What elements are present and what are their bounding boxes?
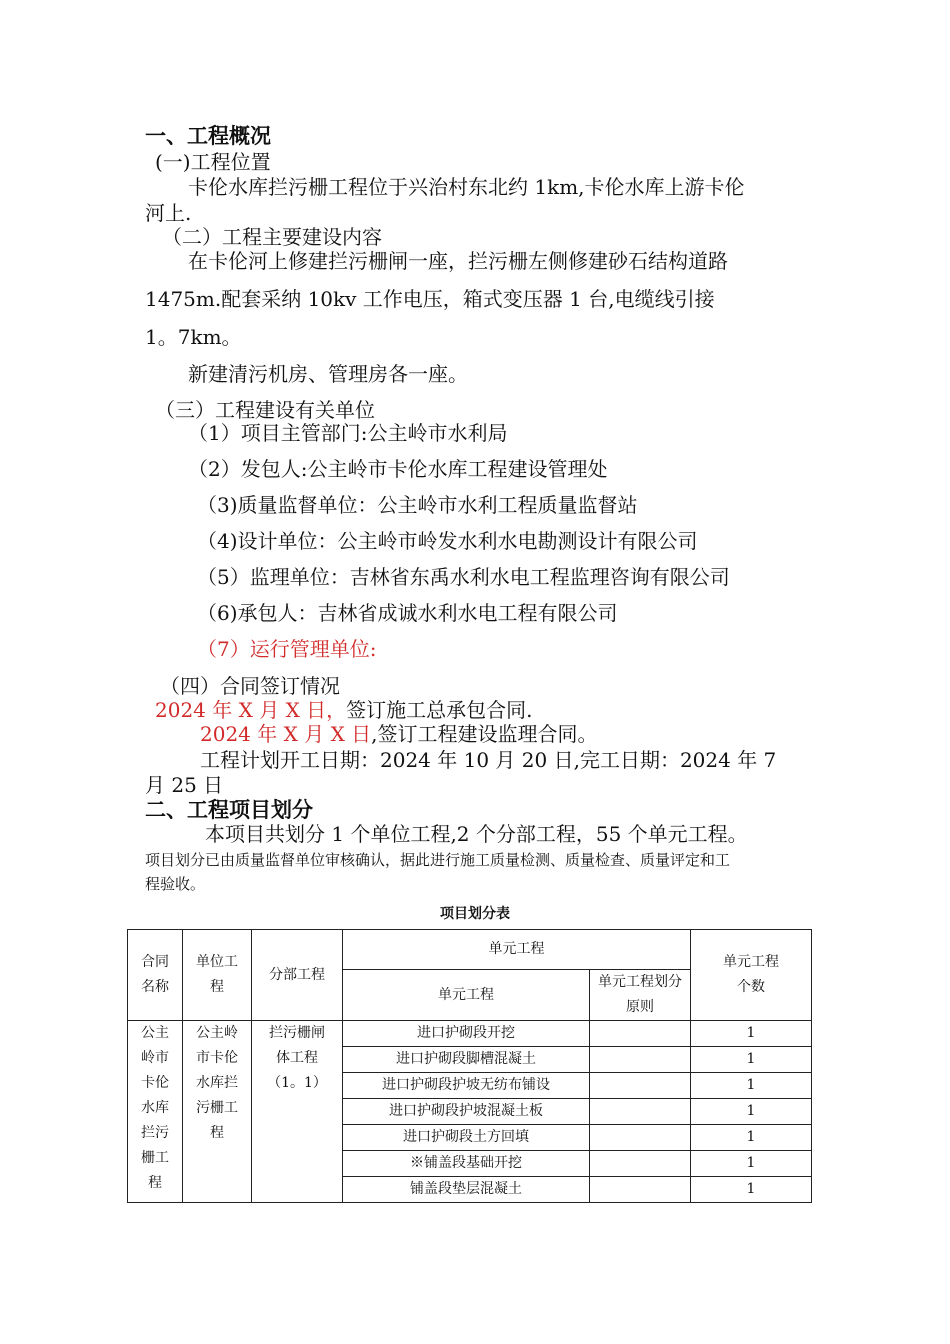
- header-element-count: 单元工程个数: [691, 930, 812, 1021]
- contract-1-text: 签订施工总承包合同.: [346, 698, 533, 722]
- cell-principle: [590, 1125, 691, 1151]
- cell-contract-name: 公主岭市卡伦水库拦污栅工程: [128, 1021, 183, 1203]
- contract-2-text: ,签订工程建设监理合同。: [371, 722, 598, 746]
- cell-count: 1: [691, 1073, 812, 1099]
- paragraph-new-buildings: 新建清污机房、管理房各一座。: [188, 362, 468, 386]
- schedule-line-1: 工程计划开工日期：2024 年 10 月 20 日,完工日期：2024 年 7: [200, 748, 777, 772]
- cell-element-name: 进口护砌段脚槽混凝土: [343, 1047, 590, 1073]
- unit-item-6: （6)承包人：吉林省成诚水利水电工程有限公司: [197, 601, 618, 625]
- cell-element-name: 铺盖段垫层混凝土: [343, 1177, 590, 1203]
- paragraph-location-line-1: 卡伦水库拦污栅工程位于兴治村东北约 1km,卡伦水库上游卡伦: [188, 175, 745, 199]
- cell-count: 1: [691, 1099, 812, 1125]
- heading-contracts: （四）合同签订情况: [160, 674, 340, 698]
- cell-element-name: 进口护砌段护坡混凝土板: [343, 1099, 590, 1125]
- cell-element-name: 进口护砌段土方回填: [343, 1125, 590, 1151]
- header-element-group: 单元工程: [343, 930, 691, 970]
- unit-item-2: （2）发包人:公主岭市卡伦水库工程建设管理处: [188, 457, 608, 481]
- header-division: 分部工程: [252, 930, 343, 1021]
- contract-1-date: 2024 年 X 月 X 日，: [155, 698, 347, 722]
- header-principle: 单元工程划分原则: [590, 970, 691, 1021]
- contract-2-date: 2024 年 X 月 X 日: [200, 722, 372, 746]
- paragraph-content-line-2: 1475m.配套采纳 10kv 工作电压，箱式变压器 1 台,电缆线引接: [145, 287, 715, 311]
- cell-count: 1: [691, 1151, 812, 1177]
- cell-principle: [590, 1151, 691, 1177]
- table-caption: 项目划分表: [440, 906, 510, 922]
- paragraph-division-note-line-2: 程验收。: [145, 875, 206, 893]
- heading-related-units: （三）工程建设有关单位: [155, 398, 375, 422]
- schedule-line-2: 月 25 日: [145, 773, 224, 797]
- cell-principle: [590, 1021, 691, 1047]
- cell-principle: [590, 1047, 691, 1073]
- header-element: 单元工程: [343, 970, 590, 1021]
- paragraph-content-line-3: 1。7km。: [145, 325, 242, 349]
- cell-element-name: 进口护砌段护坡无纺布铺设: [343, 1073, 590, 1099]
- unit-item-3: （3)质量监督单位：公主岭市水利工程质量监督站: [197, 493, 638, 517]
- paragraph-division-note-line-1: 项目划分已由质量监督单位审核确认，据此进行施工质量检测、质量检查、质量评定和工: [145, 851, 731, 869]
- cell-count: 1: [691, 1021, 812, 1047]
- table-row: [128, 1021, 812, 1047]
- unit-item-5: （5）监理单位：吉林省东禹水利水电工程监理咨询有限公司: [197, 565, 730, 589]
- cell-element-name: 进口护砌段开挖: [343, 1021, 590, 1047]
- paragraph-division-summary: 本项目共划分 1 个单位工程,2 个分部工程，55 个单元工程。: [205, 822, 748, 846]
- heading-main-content: （二）工程主要建设内容: [162, 225, 382, 249]
- cell-principle: [590, 1099, 691, 1125]
- cell-division-name: 拦污栅闸体工程（1。1）: [252, 1021, 343, 1203]
- unit-item-7: （7）运行管理单位:: [197, 637, 377, 661]
- unit-item-1: （1）项目主管部门:公主岭市水利局: [188, 421, 508, 445]
- project-division-table: [127, 929, 812, 1203]
- cell-unit-name: 公主岭市卡伦水库拦污栅工程: [183, 1021, 252, 1203]
- cell-principle: [590, 1073, 691, 1099]
- section-1-title: 一、工程概况: [145, 123, 271, 148]
- heading-location: (一)工程位置: [155, 150, 271, 174]
- header-contract-name: 合同名称: [128, 930, 183, 1021]
- contract-line-2: [200, 722, 598, 746]
- unit-item-4: （4)设计单位：公主岭市岭发水利水电勘测设计有限公司: [197, 529, 698, 553]
- cell-element-name: ※铺盖段基础开挖: [343, 1151, 590, 1177]
- cell-principle: [590, 1177, 691, 1203]
- section-2-title: 二、工程项目划分: [145, 797, 313, 822]
- paragraph-location-line-2: 河上.: [145, 201, 192, 225]
- cell-count: 1: [691, 1177, 812, 1203]
- header-unit-project: 单位工程: [183, 930, 252, 1021]
- cell-count: 1: [691, 1125, 812, 1151]
- paragraph-content-line-1: 在卡伦河上修建拦污栅闸一座，拦污栅左侧修建砂石结构道路: [188, 249, 728, 273]
- cell-count: 1: [691, 1047, 812, 1073]
- contract-line-1: [155, 698, 533, 722]
